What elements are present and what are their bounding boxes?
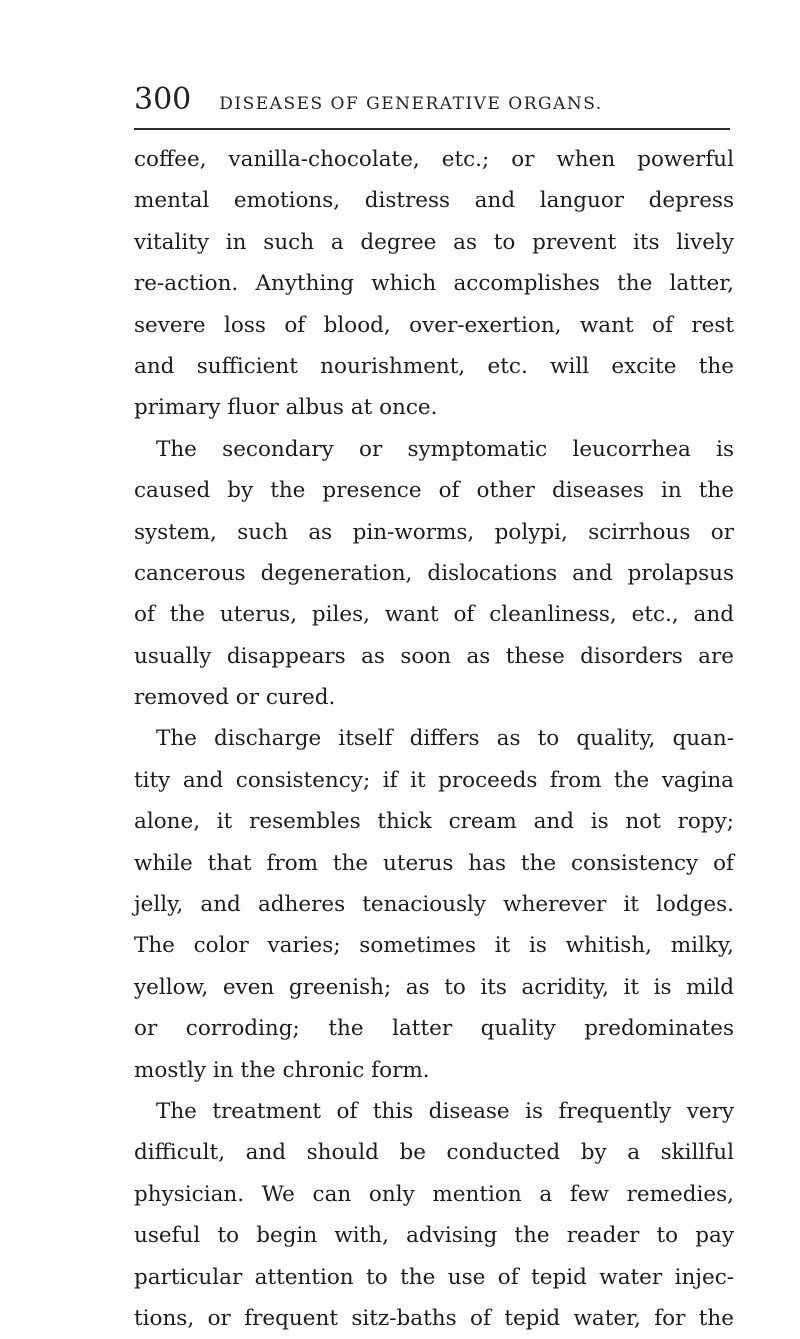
running-title: DISEASES OF GENERATIVE ORGANS. [219, 94, 603, 114]
text-line: caused by the presence of other diseases in the [134, 478, 734, 504]
text-line: useful to begin with, advising the reader to pay [134, 1223, 734, 1249]
text-line: re-action. Anything which accomplishes the latter, [134, 271, 734, 297]
text-line: tity and consistency; if it proceeds from the vagina [134, 767, 734, 793]
text-line: jelly, and adheres tenaciously wherever it lodges. [134, 892, 734, 918]
paragraph-first-line: The secondary or symptomatic leucorrhea is [156, 436, 734, 462]
running-head [134, 82, 734, 122]
paragraph-first-line: The treatment of this disease is frequently very [156, 1098, 734, 1124]
text-line: mostly in the chronic form. [134, 1057, 430, 1083]
text-line: physician. We can only mention a few remedies, [134, 1181, 734, 1207]
text-line: or corroding; the latter quality predominates [134, 1016, 734, 1042]
body-text [134, 139, 734, 1339]
text-line: cancerous degeneration, dislocations and prolapsus [134, 560, 734, 586]
text-line: mental emotions, distress and languor depress [134, 188, 734, 214]
text-line: vitality in such a degree as to prevent its lively [134, 229, 734, 255]
text-line: The color varies; sometimes it is whitish, milky, [134, 933, 734, 959]
text-line: difficult, and should be conducted by a skillful [134, 1140, 734, 1166]
text-line: of the uterus, piles, want of cleanliness, etc., and [134, 602, 734, 628]
text-line: and sufficient nourishment, etc. will excite the [134, 353, 734, 379]
text-line: coffee, vanilla-chocolate, etc.; or when powerful [134, 147, 734, 172]
text-line: yellow, even greenish; as to its acridity, it is mild [134, 974, 734, 1000]
text-line: usually disappears as soon as these disorders are [134, 643, 734, 669]
text-line: alone, it resembles thick cream and is not ropy; [134, 809, 734, 835]
text-line: system, such as pin-worms, polypi, scirrhous or [134, 519, 734, 545]
text-line: tions, or frequent sitz-baths of tepid water, for the [134, 1305, 734, 1331]
text-line: particular attention to the use of tepid water injec- [134, 1264, 734, 1290]
paragraph-first-line: The discharge itself differs as to quality, quan- [156, 726, 734, 752]
page-number: 300 [134, 82, 192, 117]
text-line: primary fluor albus at once. [134, 395, 438, 421]
text-line: severe loss of blood, over-exertion, want of rest [134, 312, 734, 338]
header-rule [134, 128, 730, 130]
text-line: removed or cured. [134, 685, 336, 711]
text-line: while that from the uterus has the consistency of [134, 850, 734, 876]
